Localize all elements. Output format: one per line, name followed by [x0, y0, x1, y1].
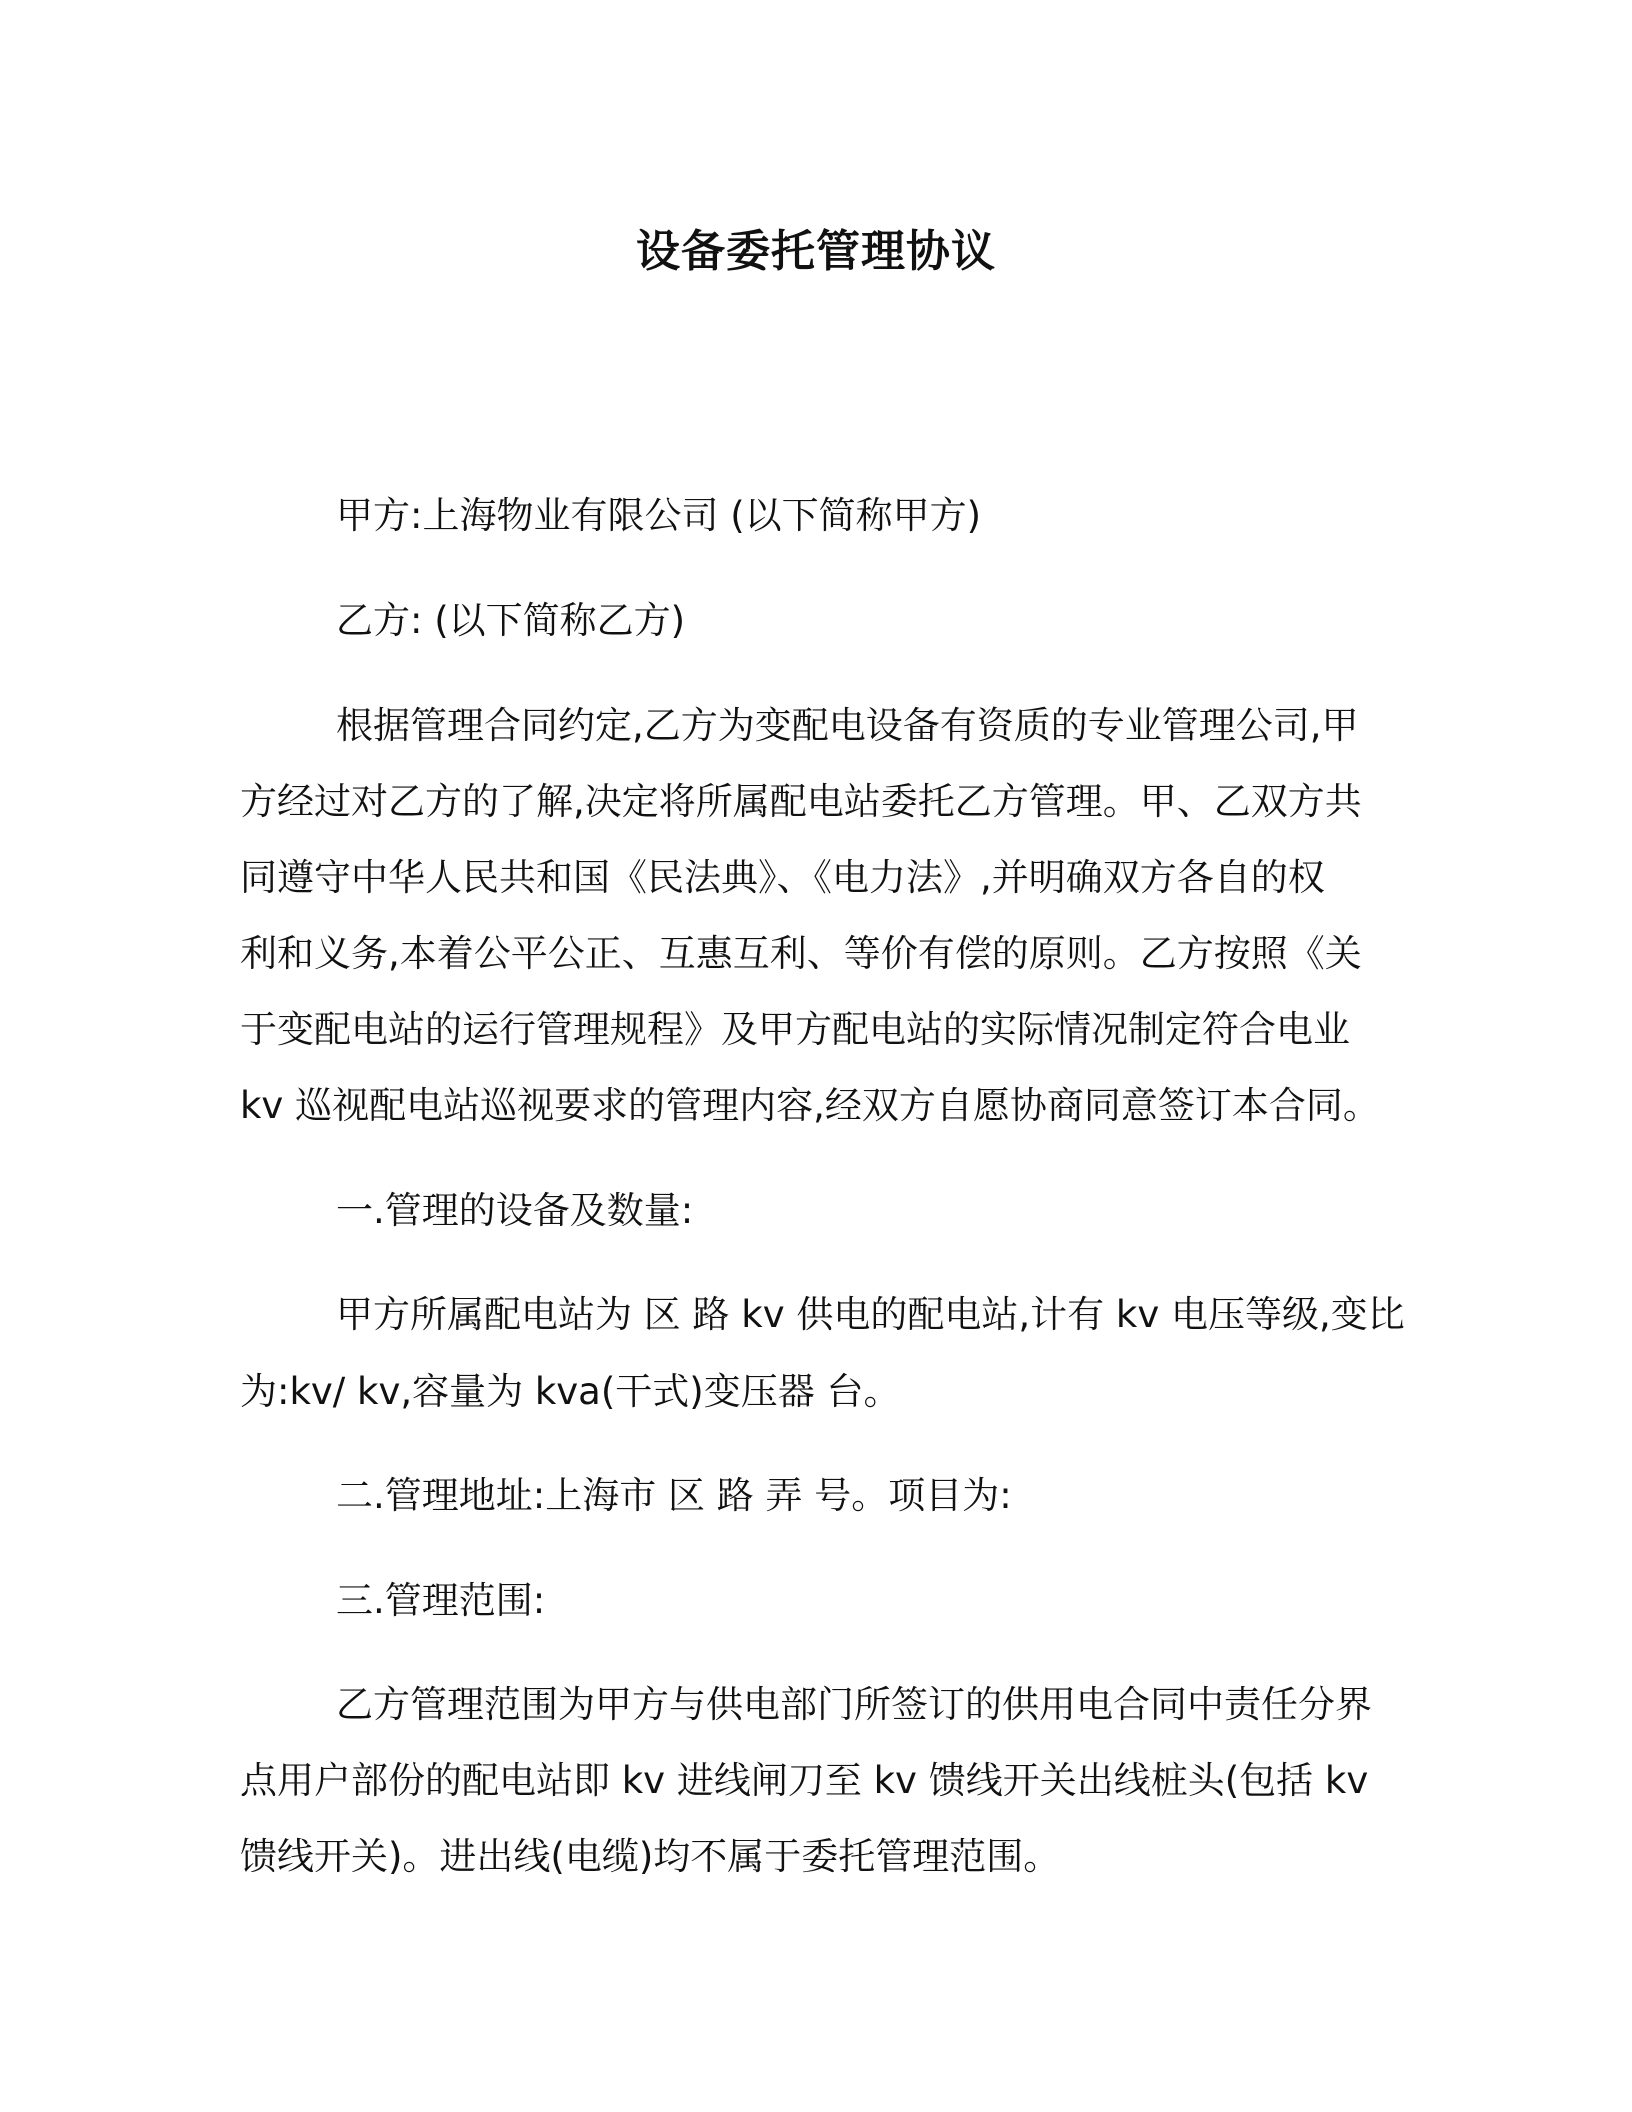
- section-3-body-line: 馈线开关)。进出线(电缆)均不属于委托管理范围。: [240, 1835, 1061, 1878]
- section-1-body-line: 为:kv/ kv,容量为 kva(干式)变压器 台。: [240, 1370, 901, 1413]
- preamble-line: 方经过对乙方的了解,决定将所属配电站委托乙方管理。甲、乙双方共: [240, 780, 1362, 823]
- preamble-line: 利和义务,本着公平公正、互惠互利、等价有偿的原则。乙方按照《关: [240, 932, 1362, 975]
- section-1-heading: 一.管理的设备及数量:: [336, 1189, 694, 1232]
- document-title: 设备委托管理协议: [636, 226, 996, 277]
- section-3-body-line: 点用户部份的配电站即 kv 进线闸刀至 kv 馈线开关出线桩头(包括 kv: [240, 1759, 1369, 1802]
- preamble-line: 于变配电站的运行管理规程》及甲方配电站的实际情况制定符合电业: [240, 1008, 1350, 1051]
- party-a-line: 甲方:上海物业有限公司 (以下简称甲方): [336, 494, 982, 537]
- section-3-heading: 三.管理范围:: [336, 1579, 546, 1622]
- section-3-body-line: 乙方管理范围为甲方与供电部门所签订的供用电合同中责任分界: [336, 1683, 1372, 1726]
- section-1-body-line: 甲方所属配电站为 区 路 kv 供电的配电站,计有 kv 电压等级,变比: [336, 1293, 1405, 1336]
- preamble-line: 同遵守中华人民共和国《民法典》、《电力法》,并明确双方各自的权: [240, 856, 1325, 899]
- preamble-line: 根据管理合同约定,乙方为变配电设备有资质的专业管理公司,甲: [336, 704, 1359, 747]
- party-b-line: 乙方: (以下简称乙方): [336, 599, 686, 642]
- section-2-heading: 二.管理地址:上海市 区 路 弄 号。项目为:: [336, 1474, 1012, 1517]
- preamble-line: kv 巡视配电站巡视要求的管理内容,经双方自愿协商同意签订本合同。: [240, 1084, 1380, 1127]
